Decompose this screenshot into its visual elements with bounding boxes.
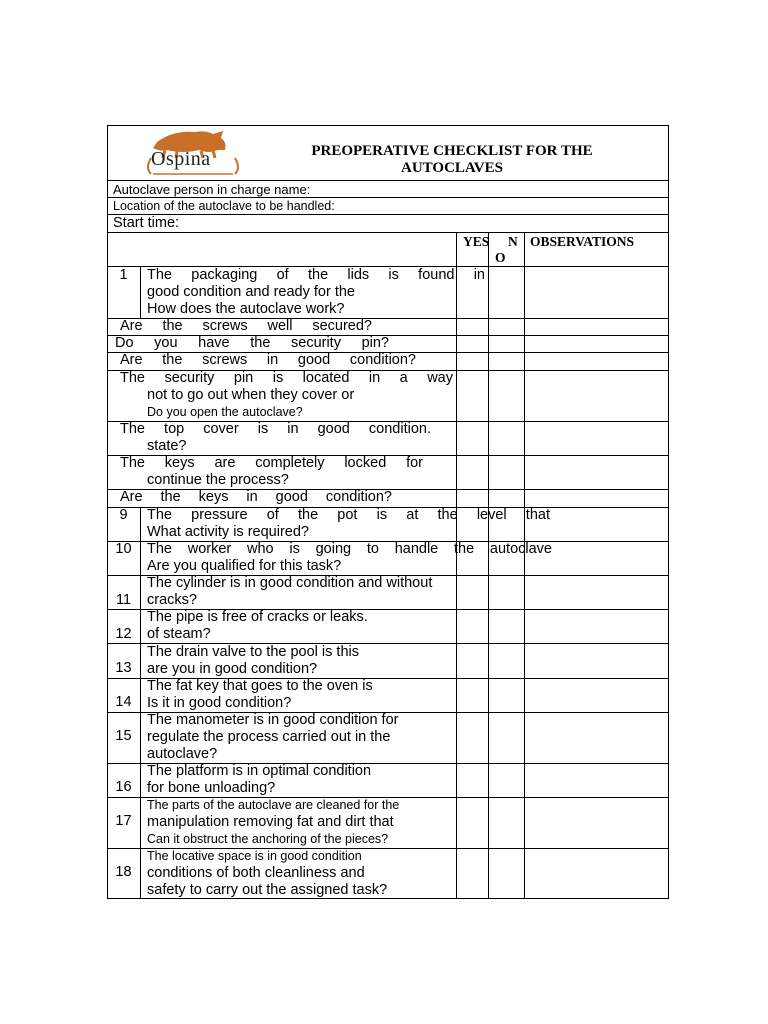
row-text: The locative space is in good condition (147, 849, 362, 863)
row-text: Is it in good condition? (147, 695, 292, 711)
row-number: 11 (115, 592, 132, 608)
row-text: manipulation removing fat and dirt that (147, 814, 394, 830)
row-text: of steam? (147, 626, 211, 642)
row-text: The manometer is in good condition for (147, 712, 399, 728)
row-text: regulate the process carried out in the (147, 729, 391, 745)
logo-text: Ospina (151, 148, 211, 170)
row-number: 10 (115, 541, 132, 557)
row-text: for bone unloading? (147, 780, 276, 796)
row-text: Do you have the security pin? (115, 335, 389, 351)
title-line-1: PREOPERATIVE CHECKLIST FOR THE (311, 143, 593, 159)
row-text: Do you open the autoclave? (147, 405, 303, 419)
page-title (247, 143, 657, 177)
row-number: 12 (115, 626, 132, 642)
row-text: state? (147, 438, 187, 454)
row-number: 14 (115, 694, 132, 710)
row-text: are you in good condition? (147, 661, 318, 677)
row-text: The parts of the autoclave are cleaned for the (147, 798, 400, 812)
row-text: Are you qualified for this task? (147, 558, 342, 574)
row-text: cracks? (147, 592, 197, 608)
row-text: What activity is required? (147, 524, 309, 540)
yes-column-header: YES (463, 234, 490, 249)
row-text: safety to carry out the assigned task? (147, 882, 388, 898)
row-text: autoclave? (147, 746, 218, 762)
row-text: The cylinder is in good condition and without (147, 575, 433, 591)
person-in-charge-label: Autoclave person in charge name: (113, 182, 311, 197)
no-column-header-1: N (508, 234, 518, 249)
row-text: good condition and ready for the (147, 284, 355, 300)
row-text: The pipe is free of cracks or leaks. (147, 609, 368, 625)
no-column-rule (488, 232, 489, 899)
row-text: The fat key that goes to the oven is (147, 678, 373, 694)
row-text: The platform is in optimal condition (147, 763, 372, 779)
row-text: Can it obstruct the anchoring of the pieces? (147, 832, 389, 846)
start-time-label: Start time: (113, 215, 180, 231)
row-text: The packaging of the lids is found in (147, 267, 485, 283)
row-number: 13 (115, 660, 132, 676)
row-text: conditions of both cleanliness and (147, 865, 365, 881)
row-text: How does the autoclave work? (147, 301, 345, 317)
number-column-rule (140, 507, 141, 899)
observations-column-rule (524, 232, 525, 899)
row-number: 17 (115, 813, 132, 829)
yes-column-rule (456, 232, 457, 899)
checklist-sheet (107, 125, 669, 899)
no-column-header-2: O (495, 250, 506, 265)
row-text: The worker who is going to handle the autoclave (147, 541, 552, 557)
row-text: The pressure of the pot is at the level that (147, 507, 550, 523)
location-label: Location of the autoclave to be handled: (113, 199, 335, 213)
row-text: Are the keys in good condition? (120, 489, 392, 505)
row-text: Are the screws in good condition? (120, 352, 416, 368)
ospina-logo (143, 128, 243, 178)
row-number: 9 (119, 507, 128, 523)
row-text: The drain valve to the pool is this (147, 644, 359, 660)
row-text: The security pin is located in a way (120, 370, 453, 386)
number-column-rule (140, 266, 141, 318)
row-text: The top cover is in good condition. (120, 421, 431, 437)
row-number: 16 (115, 779, 132, 795)
row-number: 18 (115, 864, 132, 880)
row-text: Are the screws well secured? (120, 318, 372, 334)
row-text: continue the process? (147, 472, 289, 488)
title-line-2: AUTOCLAVES (401, 160, 503, 176)
row-number: 15 (115, 728, 132, 744)
observations-column-header: OBSERVATIONS (530, 234, 635, 249)
row-text: not to go out when they cover or (147, 387, 355, 403)
row-number: 1 (119, 267, 128, 283)
row-text: The keys are completely locked for (120, 455, 423, 471)
